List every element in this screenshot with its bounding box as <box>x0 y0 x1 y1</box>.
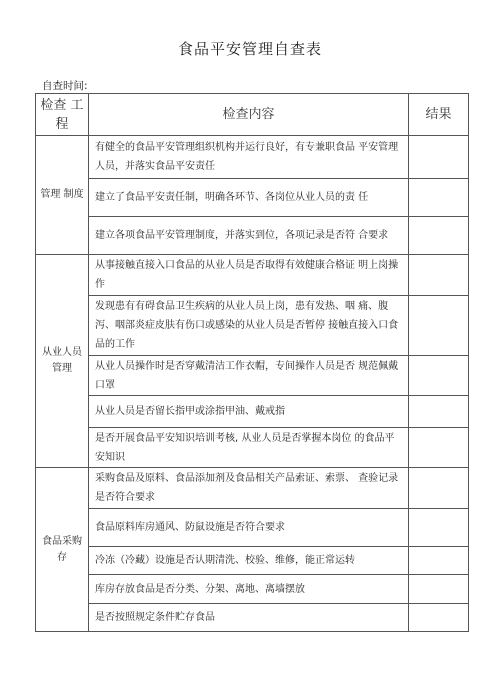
table-row <box>36 509 469 547</box>
table-row <box>36 136 469 179</box>
header-content: 检查内容 <box>89 94 409 136</box>
result-cell[interactable] <box>409 428 469 468</box>
result-cell[interactable] <box>409 468 469 509</box>
result-cell[interactable] <box>409 255 469 296</box>
inspection-date-label: 自查时间: <box>42 80 88 92</box>
table-row <box>36 396 469 428</box>
result-cell[interactable] <box>409 509 469 547</box>
table-row <box>36 179 469 217</box>
check-item: 食品原料库房通风、防鼠设施是否符合要求 <box>89 509 409 547</box>
check-item: 建立各项食品平安管理制度，并落实到位，各项记录是否符 合要求 <box>89 217 409 255</box>
check-item: 冷冻（冷藏）设施是否认期清洗、校验、维修，能正常运转 <box>89 547 409 575</box>
check-item: 建立了食品平安责任制，明确各环节、各岗位从业人员的责 任 <box>89 179 409 217</box>
table-row <box>36 255 469 296</box>
table-row <box>36 547 469 575</box>
check-item: 从业人员是否留长指甲或涂指甲油、戴戒指 <box>89 396 409 428</box>
check-item: 采购食品及原料、食品添加剂及食品相关产品索证、索票、 查验记录是否符合要求 <box>89 468 409 509</box>
category-food-procurement-storage: 食品采购 存 <box>36 468 89 632</box>
header-category: 检查 工程 <box>36 94 89 136</box>
result-cell[interactable] <box>409 547 469 575</box>
check-item: 库房存放食品是否分类、分架、离地、离墙摆放 <box>89 575 409 604</box>
result-cell[interactable] <box>409 604 469 632</box>
table-row <box>36 428 469 468</box>
table-row <box>36 468 469 509</box>
table-row <box>36 604 469 632</box>
check-item: 是否按照规定条件贮存食品 <box>89 604 409 632</box>
header-result: 结果 <box>409 94 469 136</box>
check-item: 从事接触直接入口食品的从业人员是否取得有效健康合格证 明上岗操作 <box>89 255 409 296</box>
result-cell[interactable] <box>409 179 469 217</box>
result-cell[interactable] <box>409 396 469 428</box>
result-cell[interactable] <box>409 217 469 255</box>
category-management-system: 管理 制度 <box>36 136 89 255</box>
check-item: 有健全的食品平安管理组织机构并运行良好，有专兼职食品 平安管理人员，并落实食品平安责任 <box>89 136 409 179</box>
check-item: 发现患有有碍食品卫生疾病的从业人员上岗，患有发热、咽 痛、腹泻、咽部炎症皮肤有伤口或感染的从业人员是否暂停 接触直接入口食品的工作 <box>89 296 409 356</box>
result-cell[interactable] <box>409 356 469 396</box>
table-row <box>36 217 469 255</box>
table-row <box>36 575 469 604</box>
table-header-row <box>36 94 469 136</box>
result-cell[interactable] <box>409 575 469 604</box>
check-item: 是否开展食品平安知识培训考核, 从业人员是否掌握本岗位 的食品平安知识 <box>89 428 409 468</box>
table-row <box>36 296 469 356</box>
category-staff-management: 从业人员 管理 <box>36 255 89 468</box>
inspection-table <box>35 93 469 632</box>
result-cell[interactable] <box>409 296 469 356</box>
document-title: 食品平安管理自查表 <box>177 40 322 58</box>
check-item: 从业人员操作时是否穿戴清洁工作衣帽，专间操作人员是否 规范佩戴口罩 <box>89 356 409 396</box>
table-row <box>36 356 469 396</box>
result-cell[interactable] <box>409 136 469 179</box>
